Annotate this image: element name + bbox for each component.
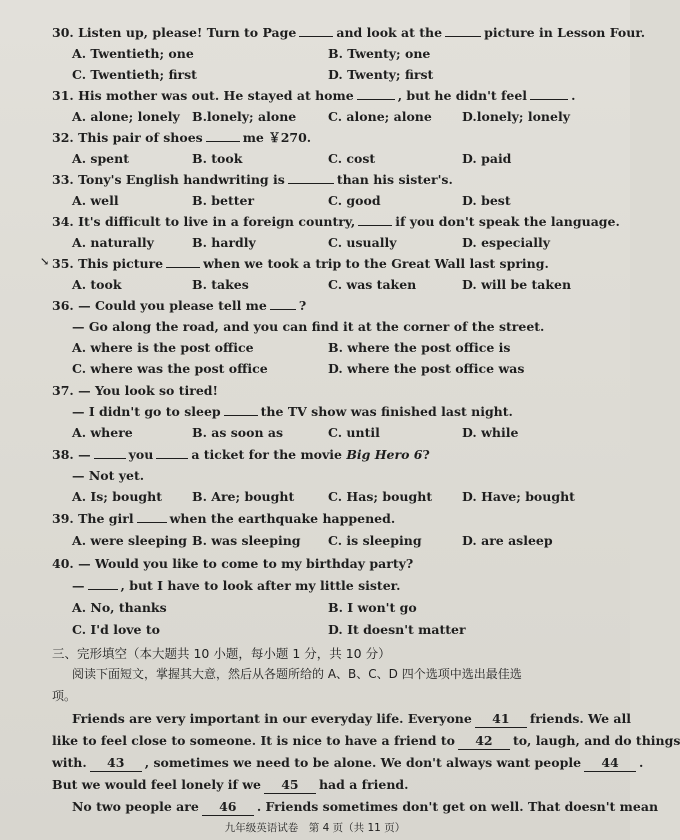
options-row xyxy=(72,337,632,358)
answer-blank xyxy=(94,444,126,459)
options-row xyxy=(72,619,632,640)
options-row xyxy=(72,597,632,618)
option-b: B.lonely; alone xyxy=(192,109,297,124)
answer-blank xyxy=(156,444,188,459)
blank-41: 41 xyxy=(475,711,527,728)
answer-blank xyxy=(445,22,481,37)
options-row xyxy=(72,358,632,379)
option-d: D. paid xyxy=(462,151,512,166)
answer-blank xyxy=(270,295,296,310)
option-c: C. cost xyxy=(328,151,376,166)
option-d: D. while xyxy=(462,425,519,440)
option-a: A. where xyxy=(72,425,133,440)
question-40: 40. — Would you like to come to my birthday party? xyxy=(52,556,414,571)
answer-blank xyxy=(288,169,334,184)
question-37: 37. — You look so tired! xyxy=(52,383,219,398)
pencil-arrow-mark: ↘ xyxy=(40,255,50,268)
answer-blank xyxy=(137,508,167,523)
passage-line: like to feel close to someone. It is nice to have a friend to 42 to, laugh, and do things xyxy=(52,733,680,748)
option-d: D. Twenty; first xyxy=(328,67,434,82)
option-b: B. takes xyxy=(192,277,249,292)
option-c: C. was taken xyxy=(328,277,417,292)
option-a: A. well xyxy=(72,193,119,208)
option-c: C. alone; alone xyxy=(328,109,432,124)
dialogue-line: — I didn't go to sleep the TV show was finished last night. xyxy=(72,401,632,422)
options-row xyxy=(72,232,632,253)
question-33: 33. Tony's English handwriting is than his sister's. xyxy=(52,169,612,190)
options-row xyxy=(72,190,632,211)
option-a: A. spent xyxy=(72,151,129,166)
movie-title: Big Hero 6 xyxy=(346,447,423,462)
passage-line: But we would feel lonely if we 45 had a friend. xyxy=(52,777,409,792)
page-footer: 九年级英语试卷 第 4 页（共 11 页） xyxy=(224,822,406,834)
question-32: 32. This pair of shoes me ￥270. xyxy=(52,127,612,148)
option-d: D. are asleep xyxy=(462,533,553,548)
option-b: B. as soon as xyxy=(192,425,284,440)
options-row xyxy=(72,274,632,295)
section-heading: 三、完形填空（本大题共 10 小题，每小题 1 分，共 10 分） xyxy=(52,646,391,661)
option-c: C. usually xyxy=(328,235,397,250)
dialogue-line: — Not yet. xyxy=(72,468,145,483)
option-b: B. Twenty; one xyxy=(328,46,431,61)
option-a: A. took xyxy=(72,277,122,292)
section-instructions: 阅读下面短文，掌握其大意，然后从各题所给的 A、B、C、D 四个选项中选出最佳选 xyxy=(72,667,522,681)
answer-blank xyxy=(357,85,395,100)
option-b: B. hardly xyxy=(192,235,256,250)
option-b: B. where the post office is xyxy=(328,340,511,355)
options-row xyxy=(72,148,632,169)
option-a: A. were sleeping xyxy=(72,533,188,548)
blank-45: 45 xyxy=(264,777,316,794)
option-b: B. better xyxy=(192,193,255,208)
option-b: B. Are; bought xyxy=(192,489,295,504)
answer-blank xyxy=(166,253,200,268)
option-a: A. No, thanks xyxy=(72,600,167,615)
option-a: A. where is the post office xyxy=(72,340,254,355)
option-c: C. I'd love to xyxy=(72,622,160,637)
option-d: D. best xyxy=(462,193,511,208)
option-c: C. Twentieth; first xyxy=(72,67,197,82)
option-d: D. especially xyxy=(462,235,551,250)
options-row xyxy=(72,486,632,507)
answer-blank xyxy=(88,575,118,590)
question-38: 38. — you a ticket for the movie Big Hero 6? xyxy=(52,444,612,465)
option-d: D.lonely; lonely xyxy=(462,109,570,124)
option-b: B. was sleeping xyxy=(192,533,301,548)
question-35: 35. This picture when we took a trip to the Great Wall last spring. xyxy=(52,253,612,274)
option-c: C. until xyxy=(328,425,380,440)
option-d: D. where the post office was xyxy=(328,361,525,376)
dialogue-line: — Go along the road, and you can find it at the corner of the street. xyxy=(72,319,545,334)
answer-blank xyxy=(530,85,568,100)
option-c: C. good xyxy=(328,193,381,208)
passage-line: Friends are very important in our everyday life. Everyone 41 friends. We all xyxy=(72,711,631,726)
option-b: B. I won't go xyxy=(328,600,417,615)
answer-blank xyxy=(358,211,392,226)
question-36: 36. — Could you please tell me ? xyxy=(52,295,612,316)
options-row xyxy=(72,43,632,64)
options-row xyxy=(72,530,632,551)
question-39: 39. The girl when the earthquake happened. xyxy=(52,508,612,529)
option-a: A. naturally xyxy=(72,235,154,250)
option-d: D. will be taken xyxy=(462,277,572,292)
answer-blank xyxy=(206,127,240,142)
options-row xyxy=(72,64,632,85)
option-a: A. alone; lonely xyxy=(72,109,180,124)
blank-44: 44 xyxy=(584,755,636,772)
dialogue-line: — , but I have to look after my little sister. xyxy=(72,575,632,596)
answer-blank xyxy=(224,401,258,416)
option-c: C. Has; bought xyxy=(328,489,433,504)
section-instructions-cont: 项。 xyxy=(52,689,77,703)
option-d: D. Have; bought xyxy=(462,489,575,504)
blank-43: 43 xyxy=(90,755,142,772)
options-row xyxy=(72,422,632,443)
option-c: C. where was the post office xyxy=(72,361,268,376)
question-30: 30. Listen up, please! Turn to Page and look at the picture in Lesson Four. xyxy=(52,22,612,43)
answer-blank xyxy=(299,22,333,37)
question-31: 31. His mother was out. He stayed at home , but he didn't feel . xyxy=(52,85,612,106)
blank-46: 46 xyxy=(202,799,254,816)
option-d: D. It doesn't matter xyxy=(328,622,466,637)
option-a: A. Twentieth; one xyxy=(72,46,194,61)
options-row xyxy=(72,106,632,127)
option-a: A. Is; bought xyxy=(72,489,163,504)
passage-line: with. 43 , sometimes we need to be alone. We don't always want people 44 . xyxy=(52,755,644,770)
blank-42: 42 xyxy=(458,733,510,750)
option-c: C. is sleeping xyxy=(328,533,422,548)
passage-line: No two people are 46 . Friends sometimes don't get on well. That doesn't mean xyxy=(72,799,659,814)
option-b: B. took xyxy=(192,151,243,166)
question-34: 34. It's difficult to live in a foreign country, if you don't speak the language. xyxy=(52,211,612,232)
